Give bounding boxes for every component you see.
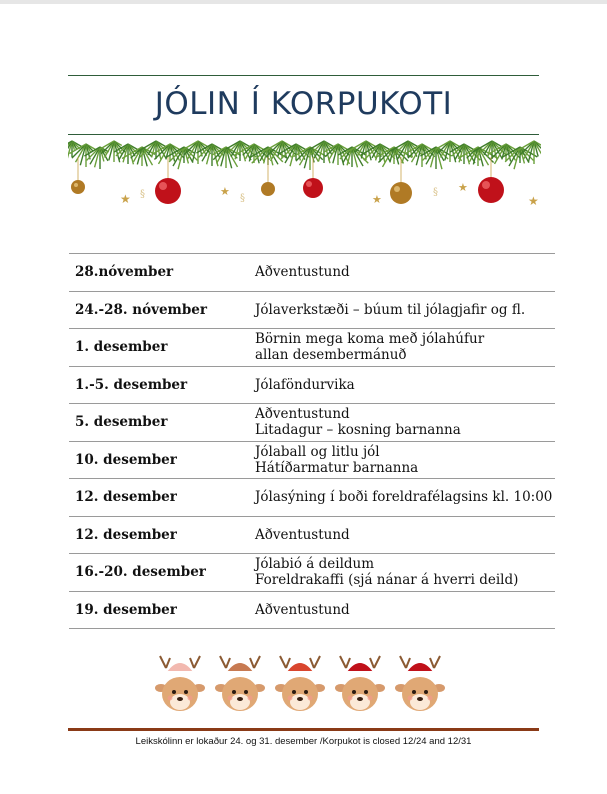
event-line: Foreldrakaffi (sjá nánar á hverri deild) [255, 572, 519, 589]
event-description [255, 554, 555, 592]
svg-text:★: ★ [372, 193, 382, 206]
event-line: Jólaföndurvika [255, 376, 355, 393]
reindeer-face-pink-hat [155, 656, 205, 711]
event-line: Aðventustund [255, 264, 350, 281]
reindeer-face-santa-hat-2 [395, 656, 445, 711]
svg-text:§: § [240, 193, 245, 204]
event-line: allan desembermánuð [255, 347, 407, 364]
schedule-row [69, 516, 555, 554]
event-date: 10. desember [69, 441, 255, 479]
event-date: 19. desember [69, 591, 255, 629]
svg-text:★: ★ [458, 181, 468, 194]
reindeer-face-santa-hat [335, 656, 385, 711]
event-description [255, 404, 555, 442]
pine-needles [68, 141, 541, 170]
schedule-row [69, 404, 555, 442]
event-date: 24.-28. nóvember [69, 291, 255, 329]
schedule-row [69, 591, 555, 629]
event-date: 1.-5. desember [69, 366, 255, 404]
christmas-garland-image [68, 137, 541, 212]
svg-text:★: ★ [220, 185, 230, 198]
event-description [255, 591, 555, 629]
event-line: Jólaverkstæði – búum til jólagjafir og fl. [255, 301, 526, 318]
reindeer-faces-image [152, 650, 452, 720]
reindeer-face-red-hat [275, 656, 325, 711]
event-line: Aðventustund [255, 601, 350, 618]
schedule-table [69, 253, 555, 629]
event-description [255, 441, 555, 479]
top-strip [0, 0, 607, 4]
schedule-row [69, 366, 555, 404]
event-description [255, 479, 555, 517]
event-description [255, 254, 555, 292]
event-date: 12. desember [69, 516, 255, 554]
event-line: Litadagur – kosning barnanna [255, 422, 461, 439]
event-description [255, 329, 555, 367]
event-line: Aðventustund [255, 406, 350, 423]
schedule-row [69, 329, 555, 367]
event-line: Jólaball og litlu jól [255, 443, 380, 460]
page-title: JÓLIN Í KORPUKOTI [154, 86, 453, 122]
schedule-row [69, 291, 555, 329]
event-line: Jólasýning í boði foreldrafélagsins kl. 10:00 [255, 489, 553, 506]
svg-text:§: § [140, 189, 145, 200]
event-line: Hátíðarmatur barnanna [255, 459, 419, 476]
event-description [255, 516, 555, 554]
event-line: Börnin mega koma með jólahúfur [255, 331, 485, 348]
event-date: 16.-20. desember [69, 554, 255, 592]
event-line: Aðventustund [255, 526, 350, 543]
event-date: 12. desember [69, 479, 255, 517]
event-description [255, 291, 555, 329]
schedule-row [69, 441, 555, 479]
event-date: 1. desember [69, 329, 255, 367]
svg-text:★: ★ [120, 192, 131, 206]
title-rule-bottom [68, 134, 539, 135]
svg-text:§: § [433, 187, 438, 198]
schedule-row [69, 254, 555, 292]
footer-rule [68, 728, 539, 731]
schedule-row [69, 554, 555, 592]
title-rule-top [68, 75, 539, 76]
event-date: 5. desember [69, 404, 255, 442]
reindeer-face-bow [215, 656, 265, 711]
svg-text:★: ★ [528, 194, 539, 208]
event-line: Jólabió á deildum [255, 556, 375, 573]
event-date: 28.nóvember [69, 254, 255, 292]
event-description [255, 366, 555, 404]
schedule-row [69, 479, 555, 517]
closing-notice: Leikskólinn er lokaður 24. og 31. desember /Korpukot is closed 12/24 and 12/31 [135, 736, 472, 747]
